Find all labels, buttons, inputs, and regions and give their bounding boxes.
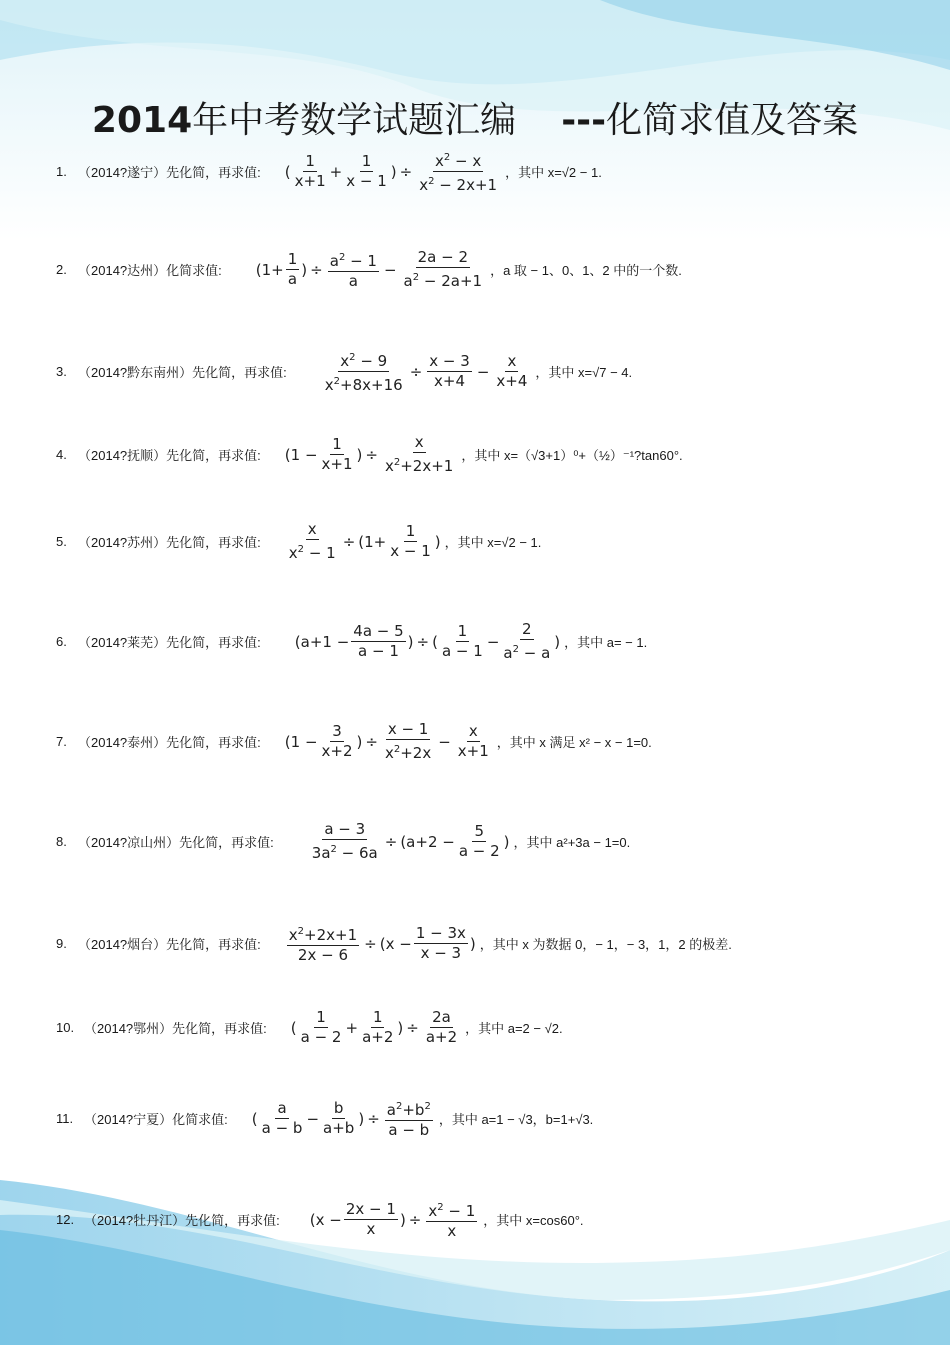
problem-source: （2014?凉山州）	[78, 835, 180, 850]
expression: $\frac{x^2 - 9}{x^2+8x+16}$ ÷ $\frac{x - 3}{x+4}$ − $\frac{x}{x+4}$	[321, 348, 532, 395]
problem-source: （2014?牡丹江）	[84, 1213, 186, 1228]
expression: (1+ $\frac{1}{a}$ ) ÷ $\frac{a^2 - 1}{a}$ − $\frac{2a - 2}{a^2 - 2a+1}$	[255, 248, 483, 290]
problem-condition: ，其中 x=（√3+1）⁰+（½）⁻¹?tan60°.	[461, 448, 683, 463]
problem-source: （2014?黔东南州）	[78, 365, 193, 380]
problem-8	[56, 820, 930, 863]
problem-label: 先化简，再求值:	[166, 448, 261, 463]
expression: (x − $\frac{2x - 1}{x}$ ) ÷ $\frac{x^2 - 1}{x}$	[309, 1200, 476, 1240]
problem-condition: ，a 取 − 1、0、1、2 中的一个数.	[490, 263, 682, 278]
problem-label: 先化简，再求值:	[166, 165, 261, 180]
problem-condition: ，其中 a=1 − √3，b=1+√3.	[438, 1112, 594, 1127]
problem-label: 化简求值:	[172, 1112, 228, 1127]
problem-11	[56, 1097, 930, 1140]
expression: (a+1 − $\frac{4a - 5}{a - 1}$ ) ÷ ( $\frac{1}{a - 1}$ − $\frac{2}{a^2 - a}$ )	[294, 620, 561, 662]
problem-source: （2014?遂宁）	[78, 165, 167, 180]
problem-label: 先化简，再求值:	[166, 535, 261, 550]
problem-number: 3.	[56, 364, 67, 379]
problem-9	[56, 922, 930, 965]
problem-source: （2014?达州）	[78, 263, 167, 278]
problem-label: 先化简，再求值:	[166, 735, 261, 750]
problem-5	[56, 520, 930, 563]
problem-12	[56, 1198, 930, 1241]
problem-source: （2014?泰州）	[78, 735, 167, 750]
expression: ( $\frac{a}{a - b}$ − $\frac{b}{a+b}$ ) ÷ $\frac{a^2+b^2}{a - b}$	[251, 1099, 431, 1139]
problem-source: （2014?烟台）	[78, 937, 167, 952]
expression: $\frac{x^2+2x+1}{2x - 6}$ ÷ (x − $\frac{1 - 3x}{x - 3}$ )	[288, 924, 476, 964]
problem-number: 9.	[56, 936, 67, 951]
expression: (1 − $\frac{3}{x+2}$ ) ÷ $\frac{x - 1}{x^2+2x}$ − $\frac{x}{x+1}$	[284, 720, 489, 762]
problem-condition: ，其中 a= − 1.	[564, 635, 648, 650]
problem-number: 1.	[56, 164, 67, 179]
problem-1	[56, 148, 930, 195]
problem-condition: ，其中 a²+3a − 1=0.	[513, 835, 631, 850]
problem-source: （2014?宁夏）	[84, 1112, 173, 1127]
problem-condition: ，其中 x=√7 − 4.	[535, 365, 633, 380]
problem-label: 化简求值:	[166, 263, 222, 278]
problem-label: 先化简，再求值:	[179, 835, 274, 850]
problem-source: （2014?莱芜）	[78, 635, 167, 650]
problem-7	[56, 720, 930, 763]
problem-number: 4.	[56, 447, 67, 462]
expression: $\frac{a - 3}{3a^2 - 6a}$ ÷ (a+2 − $\frac{5}{a - 2}$ )	[311, 820, 510, 862]
problem-condition: ，其中 a=2 − √2.	[465, 1021, 563, 1036]
problem-label: 先化简，再求值:	[172, 1021, 267, 1036]
problem-number: 12.	[56, 1212, 75, 1227]
page-title: 2014年中考数学试题汇编 ---化简求值及答案	[91, 100, 859, 141]
problem-6	[56, 620, 930, 663]
expression: ( $\frac{1}{a - 2}$ + $\frac{1}{a+2}$ ) ÷ $\frac{2a}{a+2}$	[290, 1008, 458, 1046]
problem-number: 6.	[56, 634, 67, 649]
problem-source: （2014?苏州）	[78, 535, 167, 550]
problem-source: （2014?鄂州）	[84, 1021, 173, 1036]
problem-label: 先化简，再求值:	[192, 365, 287, 380]
problem-10	[56, 1008, 930, 1047]
expression: $\frac{x}{x^2 - 1}$ ÷ (1+ $\frac{1}{x - 1}$ )	[288, 520, 441, 562]
problem-number: 2.	[56, 262, 67, 277]
problem-4	[56, 433, 930, 476]
problem-label: 先化简，再求值:	[166, 635, 261, 650]
problem-number: 7.	[56, 734, 67, 749]
expression: ( $\frac{1}{x+1}$ + $\frac{1}{x - 1}$ ) ÷ $\frac{x^2 - x}{x^2 - 2x+1}$	[285, 148, 501, 195]
problem-2	[56, 248, 930, 291]
problem-label: 先化简，再求值:	[185, 1213, 280, 1228]
problem-condition: ，其中 x 为数据 0，− 1，− 3，1，2 的极差.	[479, 937, 732, 952]
problem-number: 8.	[56, 834, 67, 849]
problem-condition: ，其中 x=√2 − 1.	[505, 165, 602, 180]
problem-number: 5.	[56, 534, 67, 549]
problem-condition: ，其中 x=√2 − 1.	[444, 535, 542, 550]
problem-number: 10.	[56, 1020, 75, 1035]
problem-source: （2014?抚顺）	[78, 448, 167, 463]
problem-number: 11.	[56, 1111, 74, 1126]
expression: (1 − $\frac{1}{x+1}$ ) ÷ $\frac{x}{x^2+2x+1}$	[284, 433, 454, 475]
problem-label: 先化简，再求值:	[166, 937, 261, 952]
problem-3	[56, 348, 930, 395]
problem-condition: ，其中 x 满足 x² − x − 1=0.	[496, 735, 652, 750]
problem-condition: ，其中 x=cos60°.	[483, 1213, 584, 1228]
